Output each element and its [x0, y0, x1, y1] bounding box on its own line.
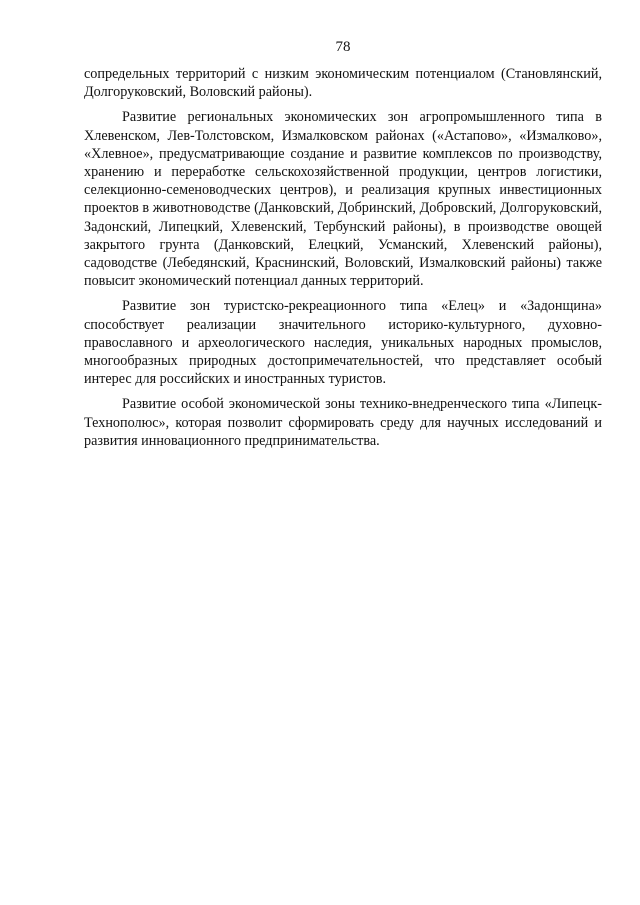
page-number: 78 — [335, 39, 351, 55]
paragraph-tourism-zones: Развитие зон туристско-рекреационного типа «Елец» и «Задонщина» способствует реализации значительного историко-культурного, духовно-православного и археологического наследия, уникальных народных промыслов, многообразных природных достопримечательностей, что представляет особый интерес для российских и иностранных туристов. — [84, 298, 602, 388]
paragraph-continuation: сопредельных территорий с низким экономическим потенциалом (Становлянский, Долгоруковский, Воловский районы). — [84, 66, 602, 101]
paragraph-technopolis: Развитие особой экономической зоны технико-внедренческого типа «Липецк-Технополюс», которая позволит сформировать среду для научных исследований и развития инновационного предпринимательства. — [84, 396, 602, 449]
document-page — [84, 38, 602, 450]
paragraph-agro-zones: Развитие региональных экономических зон агропромышленного типа в Хлевенском, Лев-Толстовском, Измалковском районах («Астапово», «Измалково», «Хлевное», предусматривающие создание и развитие комплексов по производству, хранению и переработке сельскохозяйственной продукции, центров логистики, селекционно-семеноводческих центров), и реализация крупных инвестиционных проектов в животноводстве (Данковский, Добринский, Добровский, Долгоруковский, Задонский, Липецкий, Хлевенский, Тербунский районы), в производстве овощей закрытого грунта (Данковский, Елецкий, Усманский, Хлевенский районы), садоводстве (Лебедянский, Краснинский, Воловский, Измалковский районы) также повысит экономический потенциал данных территорий. — [84, 109, 602, 290]
